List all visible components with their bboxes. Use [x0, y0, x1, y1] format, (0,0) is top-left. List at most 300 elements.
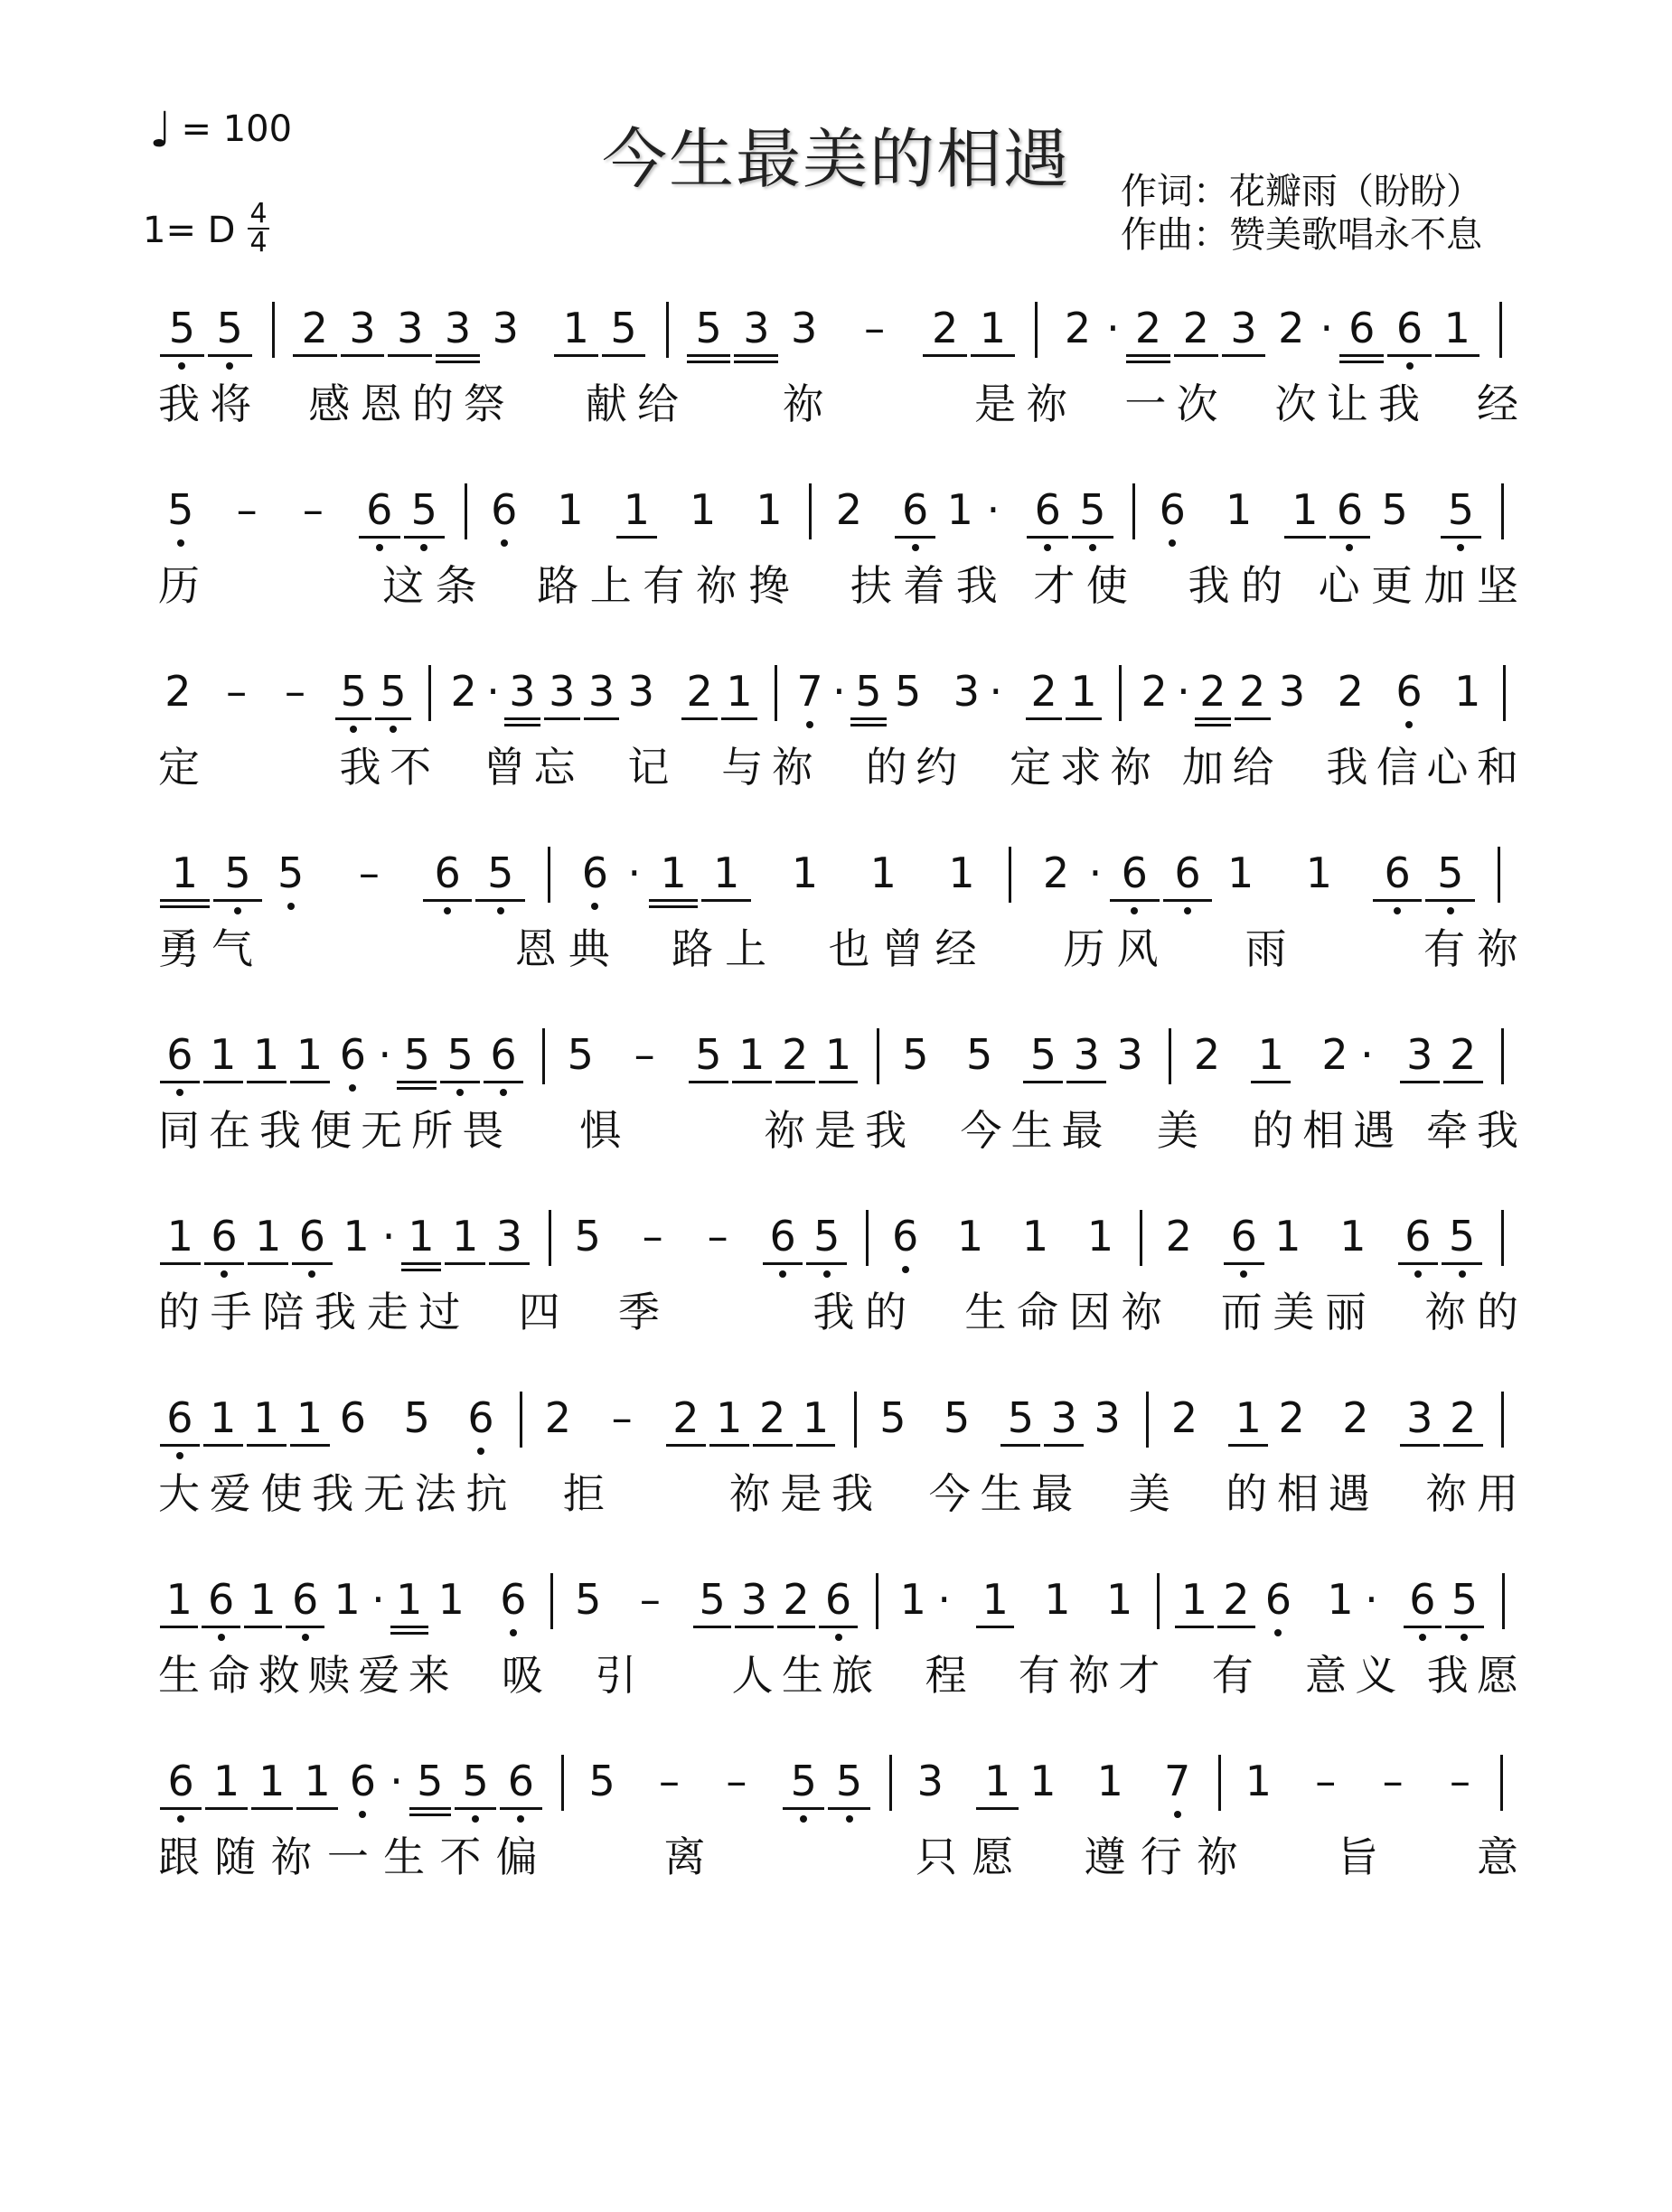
note-underline: [1066, 1081, 1106, 1083]
time-signature-bottom: 4: [249, 227, 268, 258]
barline: [1009, 847, 1011, 903]
low-octave-dot: [510, 1629, 517, 1636]
low-octave-dot: [178, 362, 185, 370]
note: 2: [1134, 304, 1162, 352]
note-underline: [1217, 1626, 1255, 1628]
note-underline: [1443, 1081, 1483, 1083]
low-octave-dot: [1346, 544, 1353, 551]
note: 1: [253, 1030, 280, 1079]
note: 1: [1454, 667, 1481, 716]
note: 5: [380, 667, 407, 716]
barline: [1218, 1755, 1221, 1811]
note: 1: [255, 1212, 282, 1261]
note-underline: [160, 1081, 200, 1083]
note-underline: [1174, 354, 1218, 357]
note: 3: [1073, 1030, 1100, 1079]
note: 7: [1164, 1757, 1191, 1805]
dash-note: –: [634, 1030, 655, 1079]
note: 2: [1278, 1393, 1305, 1442]
dash-note: –: [284, 667, 305, 716]
dash-note: –: [358, 848, 380, 897]
note: 2: [301, 304, 328, 352]
note: 5: [224, 848, 251, 897]
note: 1: [165, 1575, 193, 1624]
note-underline: [247, 1081, 286, 1083]
note: 1: [1339, 1212, 1367, 1261]
note: 6: [167, 1757, 194, 1805]
augmentation-dot: ·: [1320, 304, 1334, 352]
note: 1: [756, 485, 783, 534]
note-underline: [1398, 1262, 1439, 1265]
note: 5: [610, 304, 637, 352]
note-underline: [401, 1269, 442, 1271]
dash-note: –: [707, 1212, 728, 1261]
note: 1: [1096, 1757, 1123, 1805]
note: 5: [855, 667, 882, 716]
note: 6: [1034, 485, 1061, 534]
note: 3: [587, 667, 615, 716]
barline: [550, 1573, 553, 1629]
note: 2: [1064, 304, 1092, 352]
note: 2: [164, 667, 192, 716]
low-octave-dot: [302, 1634, 309, 1641]
note: 2: [1342, 1393, 1369, 1442]
note-underline: [388, 354, 432, 357]
dash-note: –: [864, 304, 886, 352]
low-octave-dot: [456, 1089, 464, 1096]
low-octave-dot: [177, 1815, 184, 1823]
barline: [877, 1028, 879, 1084]
note: 6: [166, 1393, 193, 1442]
note-underline: [341, 354, 385, 357]
note: 1: [1021, 1212, 1049, 1261]
note: 6: [1159, 485, 1186, 534]
low-octave-dot: [1274, 1629, 1282, 1636]
barline: [549, 1210, 551, 1266]
note: 5: [403, 1030, 430, 1079]
note: 1: [258, 1757, 286, 1805]
barline: [1157, 1573, 1160, 1629]
note: 5: [1448, 1212, 1476, 1261]
note-underline: [616, 536, 658, 539]
note: 5: [1007, 1393, 1035, 1442]
lyrics-line: 勇气 恩典 路上 也曾经 历风 雨 有祢: [158, 924, 1531, 973]
augmentation-dot: ·: [1360, 1030, 1374, 1079]
time-signature-top: 4: [249, 198, 268, 230]
note: 6: [824, 1575, 852, 1624]
note: 6: [769, 1212, 796, 1261]
note: 2: [544, 1393, 571, 1442]
note: 1: [791, 848, 819, 897]
note: 6: [211, 1212, 238, 1261]
dash-note: –: [1315, 1757, 1337, 1805]
note: 2: [1042, 848, 1070, 897]
note: 2: [686, 667, 713, 716]
note-underline: [971, 354, 1015, 357]
note: 3: [1050, 1393, 1077, 1442]
note-underline: [732, 1081, 772, 1083]
note-underline: [709, 1444, 749, 1447]
note: 3: [743, 304, 770, 352]
barline: [1500, 1755, 1503, 1811]
low-octave-dot: [1457, 544, 1464, 551]
note: 1: [738, 1030, 766, 1079]
note-underline: [160, 1262, 201, 1265]
note: 1: [253, 1393, 280, 1442]
score-system: [0, 1751, 1672, 1932]
augmentation-dot: ·: [371, 1575, 385, 1624]
note: 6: [891, 1212, 919, 1261]
low-octave-dot: [846, 1815, 853, 1823]
low-octave-dot: [218, 1634, 225, 1641]
low-octave-dot: [1169, 539, 1176, 547]
note: 2: [1239, 667, 1266, 716]
tempo-value: = 100: [181, 108, 293, 150]
note: 6: [490, 1030, 517, 1079]
low-octave-dot: [226, 362, 233, 370]
note: 1: [1327, 1575, 1354, 1624]
note-underline: [1072, 536, 1113, 539]
note-underline: [292, 1262, 333, 1265]
note-underline: [828, 1807, 869, 1810]
note-underline: [976, 1626, 1014, 1628]
note-underline: [895, 536, 936, 539]
note-underline: [544, 717, 580, 720]
lyrics-line: 的手陪我走过 四 季 我的 生命因祢 而美丽 祢的: [158, 1288, 1529, 1336]
note-underline: [584, 717, 620, 720]
note: 3: [916, 1757, 944, 1805]
low-octave-dot: [1131, 907, 1138, 914]
note: 2: [1182, 304, 1209, 352]
note: 5: [1437, 848, 1464, 897]
note-underline: [681, 717, 718, 720]
note-underline: [763, 1262, 803, 1265]
note: 6: [1174, 848, 1201, 897]
note-underline: [204, 1262, 245, 1265]
note: 5: [1447, 485, 1475, 534]
note: 5: [813, 1212, 841, 1261]
low-octave-dot: [1405, 721, 1413, 728]
note: 5: [417, 1757, 444, 1805]
note: 1: [948, 848, 975, 897]
note-underline: [1126, 361, 1170, 363]
low-octave-dot: [176, 1089, 183, 1096]
note: 5: [695, 1030, 722, 1079]
note-underline: [423, 899, 473, 902]
note-underline: [850, 717, 887, 720]
note: 3: [549, 667, 576, 716]
dash-note: –: [236, 485, 258, 534]
score-system: [0, 843, 1672, 1024]
note: 1: [1443, 304, 1470, 352]
note-underline: [160, 1807, 202, 1810]
low-octave-dot: [1447, 907, 1454, 914]
low-octave-dot: [1459, 1270, 1466, 1278]
note: 7: [796, 667, 823, 716]
note: 5: [567, 1030, 594, 1079]
low-octave-dot: [287, 903, 295, 910]
note-underline: [649, 905, 699, 908]
note-underline: [796, 1444, 836, 1447]
low-octave-dot: [477, 1448, 484, 1455]
time-signature: [242, 198, 275, 258]
note: 1: [1305, 848, 1332, 897]
barline: [520, 1392, 522, 1448]
note-underline: [721, 717, 757, 720]
note: 1: [1292, 485, 1319, 534]
note-underline: [213, 899, 263, 902]
augmentation-dot: ·: [1365, 1575, 1378, 1624]
note: 2: [1449, 1393, 1477, 1442]
note: 1: [210, 1030, 237, 1079]
augmentation-dot: ·: [378, 1030, 392, 1079]
score-system: [0, 298, 1672, 479]
note-underline: [244, 1626, 282, 1628]
barline: [854, 1392, 857, 1448]
low-octave-dot: [376, 544, 383, 551]
note: 2: [932, 304, 959, 352]
note-underline: [554, 354, 598, 357]
note: 6: [1121, 848, 1148, 897]
note-underline: [290, 1081, 330, 1083]
note-underline: [247, 1444, 286, 1447]
note: 1: [296, 1030, 324, 1079]
low-octave-dot: [500, 1089, 507, 1096]
lyrics-line: 同在我便无所畏 惧 祢是我 今生最 美 的相遇 牵我: [158, 1106, 1528, 1155]
note-underline: [734, 354, 778, 357]
note-underline: [404, 536, 446, 539]
note-underline: [397, 1081, 437, 1083]
note: 6: [500, 1575, 527, 1624]
note-underline: [475, 899, 525, 902]
note: 1: [171, 848, 198, 897]
note-underline: [1228, 1444, 1268, 1447]
note-underline: [1026, 717, 1062, 720]
note: 1: [1105, 1575, 1133, 1624]
note: 3: [444, 304, 472, 352]
key-signature: 1= D: [143, 210, 236, 251]
note: 5: [879, 1393, 906, 1442]
note: 5: [965, 1030, 993, 1079]
note-underline: [1441, 536, 1482, 539]
note-underline: [390, 1632, 428, 1635]
note: 1: [713, 848, 740, 897]
note-underline: [819, 1081, 859, 1083]
note: 6: [339, 1393, 367, 1442]
augmentation-dot: ·: [989, 667, 1003, 716]
barline: [1501, 483, 1504, 539]
low-octave-dot: [1240, 1270, 1247, 1278]
note-underline: [335, 717, 371, 720]
score-system: [0, 661, 1672, 842]
barline: [1035, 302, 1038, 358]
barline: [1499, 302, 1502, 358]
low-octave-dot: [390, 726, 397, 733]
note: 1: [956, 1212, 984, 1261]
note: 1: [623, 485, 650, 534]
low-octave-dot: [444, 907, 451, 914]
note: 6: [1384, 848, 1411, 897]
note-underline: [1425, 899, 1475, 902]
note: 6: [1264, 1575, 1292, 1624]
note-underline: [693, 1626, 731, 1628]
augmentation-dot: ·: [390, 1757, 403, 1805]
note: 6: [208, 1575, 235, 1624]
note: 1: [1274, 1212, 1301, 1261]
note: 1: [1029, 1757, 1057, 1805]
note-underline: [1400, 1081, 1440, 1083]
note: 1: [824, 1030, 852, 1079]
note-underline: [248, 1262, 288, 1265]
note-underline: [775, 1081, 815, 1083]
score-system: [0, 1206, 1672, 1387]
note-underline: [160, 354, 204, 357]
note: 3: [1278, 667, 1306, 716]
note-underline: [689, 1081, 728, 1083]
note: 1: [899, 1575, 926, 1624]
note-underline: [293, 354, 337, 357]
note-underline: [205, 1807, 247, 1810]
note-underline: [1387, 354, 1432, 357]
note-underline: [1339, 354, 1384, 357]
lyrics-line: 生命救赎爱来 吸 引 人生旅 程 有祢才 有 意义 我愿: [158, 1651, 1527, 1700]
note: 1: [1245, 1757, 1272, 1805]
note: 2: [1199, 667, 1226, 716]
low-octave-dot: [177, 539, 184, 547]
note-underline: [1126, 354, 1170, 357]
note: 1: [1086, 1212, 1114, 1261]
note: 1: [562, 304, 589, 352]
low-octave-dot: [308, 1270, 315, 1278]
note-underline: [1251, 1081, 1291, 1083]
barline: [561, 1755, 564, 1811]
note: 3: [1116, 1030, 1143, 1079]
note: 1: [166, 1212, 193, 1261]
barline: [272, 302, 275, 358]
note: 1: [249, 1575, 277, 1624]
barline: [866, 1210, 869, 1266]
augmentation-dot: ·: [627, 848, 642, 897]
note-underline: [296, 1807, 338, 1810]
augmentation-dot: ·: [381, 1212, 396, 1261]
note: 5: [403, 1393, 430, 1442]
barline: [1501, 1028, 1504, 1084]
song-title: 今生最美的相遇: [601, 121, 1070, 197]
note: 5: [168, 304, 196, 352]
augmentation-dot: ·: [1088, 848, 1103, 897]
note: 2: [835, 485, 862, 534]
barline: [1501, 1210, 1504, 1266]
barline: [809, 483, 812, 539]
note: 3: [627, 667, 654, 716]
note-underline: [734, 361, 778, 363]
note: 1: [210, 1393, 237, 1442]
note: 6: [467, 1393, 494, 1442]
dash-note: –: [226, 667, 248, 716]
note-underline: [202, 1626, 240, 1628]
note-underline: [359, 536, 400, 539]
low-octave-dot: [359, 1811, 366, 1818]
note: 1: [296, 1393, 324, 1442]
note-underline: [1445, 1626, 1483, 1628]
note-underline: [1000, 1444, 1040, 1447]
score-system: [0, 1388, 1672, 1569]
low-octave-dot: [472, 1815, 479, 1823]
note: 5: [487, 848, 514, 897]
note: 1: [979, 304, 1007, 352]
low-octave-dot: [591, 903, 598, 910]
note: 6: [298, 1212, 326, 1261]
barline: [548, 847, 550, 903]
note-underline: [409, 1814, 451, 1816]
barline: [1498, 847, 1500, 903]
lyrics-line: 定 我不 曾忘 记 与祢 的约 定求祢 加给 我信心和: [158, 743, 1527, 792]
note: 2: [1165, 1212, 1192, 1261]
note: 6: [291, 1575, 319, 1624]
note: 5: [790, 1757, 817, 1805]
score-system: [0, 480, 1672, 661]
note-underline: [1329, 536, 1371, 539]
note-underline: [489, 1262, 530, 1265]
note-underline: [976, 1807, 1018, 1810]
note-underline: [1373, 899, 1423, 902]
lyrics-line: 我将 感恩的祭 献给 祢 是祢 一次 次让我 经: [158, 380, 1529, 428]
note: 3: [1406, 1393, 1433, 1442]
note-underline: [649, 899, 699, 902]
note: 3: [349, 304, 376, 352]
lyricist-credit: 作词：花瓣雨（盼盼）: [1121, 171, 1482, 212]
note: 6: [491, 485, 518, 534]
barline: [1501, 1392, 1504, 1448]
note-underline: [923, 354, 967, 357]
note-underline: [1110, 899, 1160, 902]
note: 5: [1381, 485, 1408, 534]
note: 5: [1029, 1030, 1057, 1079]
note: 5: [277, 848, 305, 897]
barline: [1119, 665, 1122, 721]
note: 6: [1230, 1212, 1257, 1261]
note: 6: [1348, 304, 1376, 352]
note: 5: [1451, 1575, 1479, 1624]
note: 2: [1278, 304, 1305, 352]
note: 1: [690, 485, 717, 534]
note-underline: [777, 1626, 815, 1628]
note: 1: [1044, 1575, 1071, 1624]
note: 3: [953, 667, 981, 716]
barline: [1146, 1392, 1149, 1448]
note: 5: [944, 1393, 971, 1442]
note-underline: [203, 1444, 243, 1447]
note: 2: [672, 1393, 700, 1442]
note: 6: [1409, 1575, 1436, 1624]
augmentation-dot: ·: [1177, 667, 1190, 716]
note-underline: [1066, 717, 1102, 720]
note: 3: [1406, 1030, 1433, 1079]
low-octave-dot: [1184, 907, 1191, 914]
note: 3: [740, 1575, 768, 1624]
note: 5: [446, 1030, 474, 1079]
note: 5: [699, 1575, 726, 1624]
low-octave-dot: [1089, 544, 1096, 551]
note: 1: [333, 1575, 361, 1624]
low-octave-dot: [1461, 1634, 1468, 1641]
note-underline: [397, 1087, 437, 1090]
note-underline: [1195, 724, 1231, 726]
note-underline: [1222, 354, 1266, 357]
note: 6: [581, 848, 609, 897]
barline: [666, 302, 669, 358]
dash-note: –: [658, 1757, 680, 1805]
